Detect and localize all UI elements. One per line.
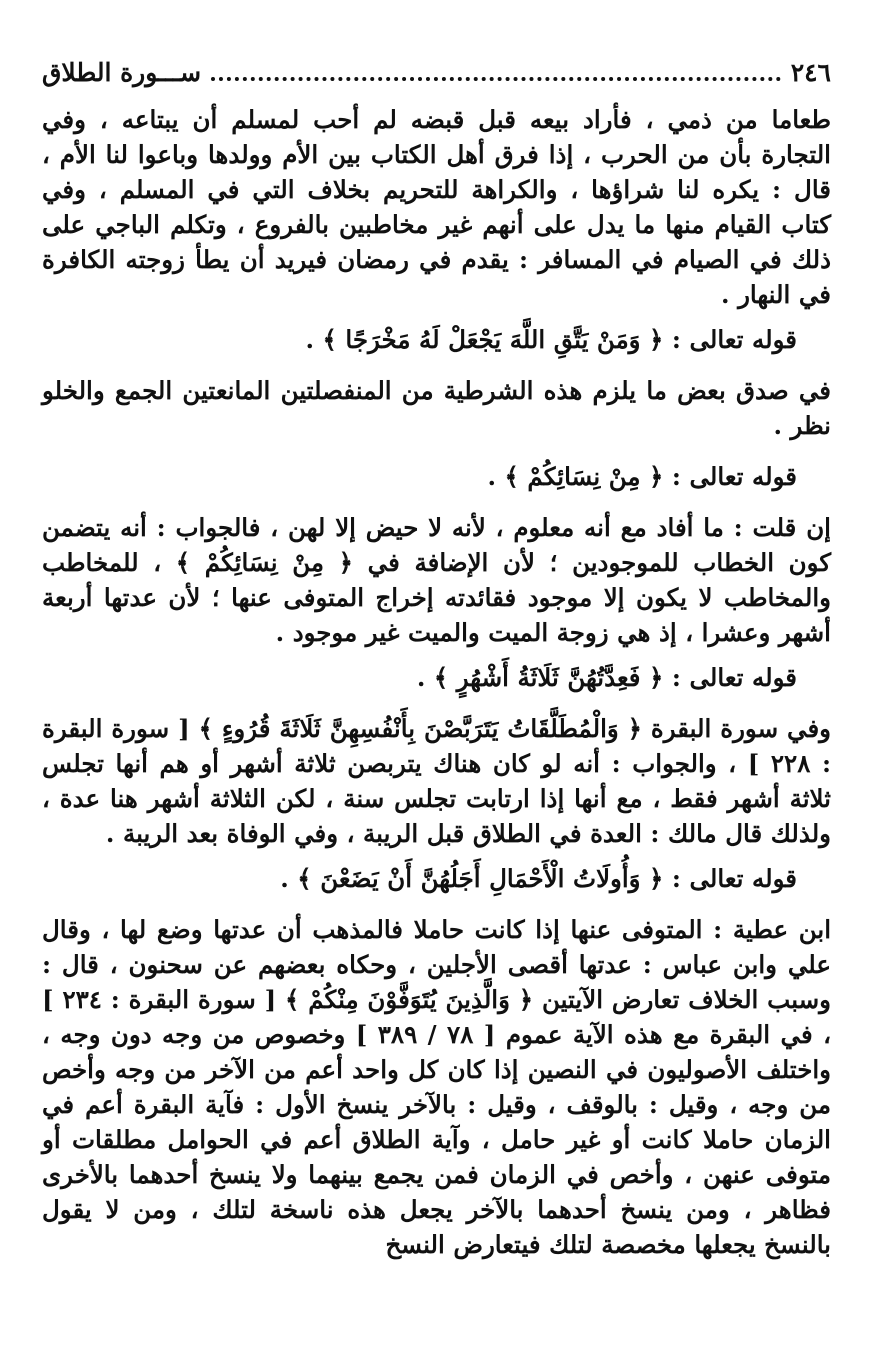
header-dotted-rule xyxy=(211,76,781,81)
page-number: ٢٤٦ xyxy=(790,58,831,87)
paragraph-3: إن قلت : ما أفاد مع أنه معلوم ، لأنه لا حيض إلا لهن ، فالجواب : أنه يتضمن كون الخطاب للموجودين ؛ لأن الإضافة في ﴿ مِنْ نِسَائِكُمْ ﴾ ، للمخاطب والمخاطب لا يكون إلا موجود فقائدته إخراج المتوفى عنها ؛ لأن عدتها أربعة أشهر وعشرا ، إذ هي زوجة الميت والميت غير موجود . xyxy=(42,513,831,647)
verse-heading-2: قوله تعالى : ﴿ مِنْ نِسَائِكُمْ ﴾ . xyxy=(487,462,797,491)
paragraph-2: في صدق بعض ما يلزم هذه الشرطية من المنفصلتين المانعتين الجمع والخلو نظر . xyxy=(42,376,831,440)
paragraph-5: ابن عطية : المتوفى عنها إذا كانت حاملا فالمذهب أن عدتها وضع لها ، وقال علي وابن عباس : عدتها أقصى الأجلين ، وحكاه بعضهم عن سحنون ، قال : وسبب الخلاف تعارض الآيتين ﴿ وَالَّذِينَ يُتَوَفَّوْنَ مِنْكُمْ ﴾ [ سورة البقرة : ٢٣٤ ] ، في البقرة مع هذه الآية عموم [ ٧٨ / ٣٨٩ ] وخصوص من وجه دون وجه ، واختلف الأصوليون في النصين إذا كان كل واحد أعم من الآخر من وجه وأخص من وجه ، وقيل : بالوقف ، وقيل : بالآخر ينسخ الأول : فآية البقرة أعم في الزمان حاملا كانت أو غير حامل ، وآية الطلاق أعم في الحوامل مطلقات أو متوفى عنهن ، وأخص في الزمان فمن يجمع بينهما ولا ينسخ أحدهما بالأخرى فظاهر ، ومن ينسخ أحدهما بالآخر يجعل هذه ناسخة لتلك ، ومن لا يقول بالنسخ يجعلها مخصصة لتلك فيتعارض النسخ xyxy=(42,915,831,1259)
verse-heading-1: قوله تعالى : ﴿ وَمَنْ يَتَّقِ اللَّهَ يَجْعَلْ لَهُ مَخْرَجًا ﴾ . xyxy=(305,325,797,354)
verse-heading-3: قوله تعالى : ﴿ فَعِدَّتُهُنَّ ثَلَاثَةُ أَشْهُرٍ ﴾ . xyxy=(416,663,797,692)
paragraph-1: طعاما من ذمي ، فأراد بيعه قبل قبضه لم أحب لمسلم أن يبتاعه ، وفي التجارة بأن من الحرب ، إذا فرق أهل الكتاب بين الأم وولدها وباعوا لنا الأم ، قال : يكره لنا شراؤها ، والكراهة للتحريم بخلاف التي في المسلم ، وفي كتاب القيام منها ما يدل على أنهم غير مخاطبين بالفروع ، وتكلم الباجي على ذلك في الصيام في المسافر : يقدم في رمضان فيريد أن يطأ زوجته الكافرة في النهار . xyxy=(42,105,831,309)
verse-heading-4: قوله تعالى : ﴿ وَأُولَاتُ الْأَحْمَالِ أَجَلُهُنَّ أَنْ يَضَعْنَ ﴾ . xyxy=(280,864,797,893)
page-header xyxy=(42,58,831,102)
paragraph-4: وفي سورة البقرة ﴿ وَالْمُطَلَّقَاتُ يَتَرَبَّصْنَ بِأَنْفُسِهِنَّ ثَلَاثَةَ قُرُوءٍ ﴾ [ سورة البقرة : ٢٢٨ ] ، والجواب : أنه لو كان هناك يتربصن ثلاثة أشهر أو هم أنها تجلس ثلاثة أشهر فقط ، مع أنها إذا ارتابت تجلس سنة ، لكن الثلاثة أشهر هنا عدة ، ولذلك قال مالك : العدة في الطلاق قبل الريبة ، وفي الوفاة بعد الريبة . xyxy=(42,714,831,848)
surah-title: ســـورة الطلاق xyxy=(42,58,202,87)
document-page xyxy=(42,58,831,1358)
